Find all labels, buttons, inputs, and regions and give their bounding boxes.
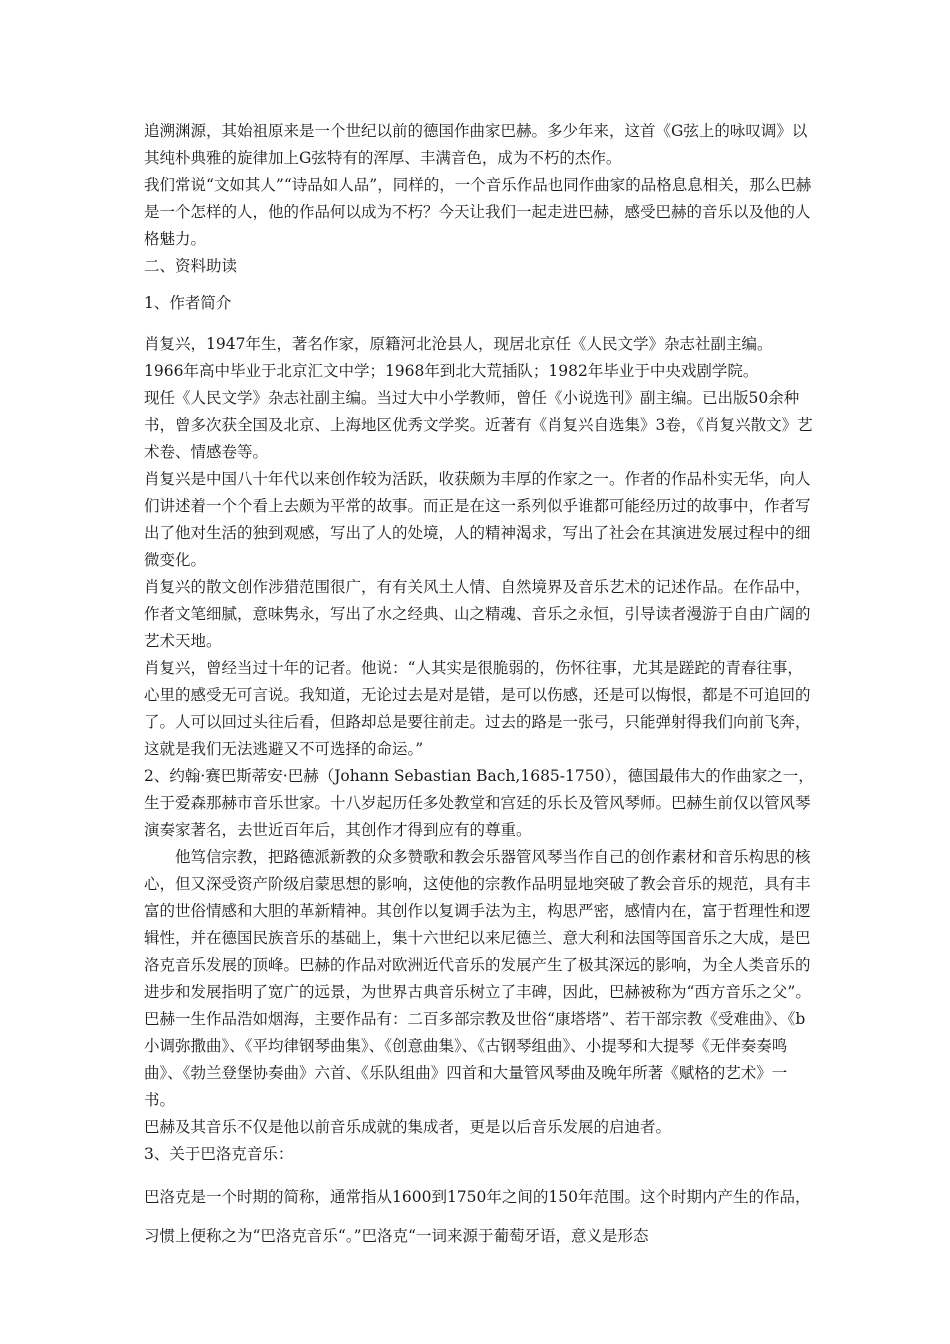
- section-heading-reading-materials: 二、资料助读: [144, 257, 238, 275]
- paragraph-author-birth: 肖复兴，1947年生，著名作家，原籍河北沧县人，现居北京任《人民文学》杂志社副主编。: [144, 335, 773, 353]
- subheading-baroque: 3、关于巴洛克音乐：: [144, 1145, 294, 1163]
- paragraph-intro: 我们常说“文如其人”“诗品如人品”，同样的，一个音乐作品也同作曲家的品格息息相关，那么巴赫是一个怎样的人，他的作品何以成为不朽？今天让我们一起走进巴赫，感受巴赫的音乐以及他的人格魅力。: [144, 176, 812, 248]
- paragraph-author-style: 肖复兴是中国八十年代以来创作较为活跃，收获颇为丰厚的作家之一。作者的作品朴实无华，向人们讲述着一个个看上去颇为平常的故事。而正是在这一系列似乎谁都可能经历过的故事中，作者写出了他对生活的独到观感，写出了人的处境，人的精神渴求，写出了社会在其演进发展过程中的细微变化。: [144, 470, 811, 569]
- paragraph-author-career: 现任《人民文学》杂志社副主编。当过大中小学教师，曾任《小说选刊》副主编。已出版50余种书，曾多次获全国及北京、上海地区优秀文学奖。近著有《肖复兴自选集》3卷，《肖复兴散文》艺术卷、情感卷等。: [144, 389, 813, 461]
- paragraph-bach-faith: 他笃信宗教，把路德派新教的众多赞歌和教会乐器管风琴当作自己的创作素材和音乐构思的核心，但又深受资产阶级启蒙思想的影响，这使他的宗教作品明显地突破了教会音乐的规范，具有丰富的世俗情感和大胆的革新精神。其创作以复调手法为主，构思严密，感情内在，富于哲理性和逻辑性，并在德国民族音乐的基础上，集十六世纪以来尼德兰、意大利和法国等国音乐之大成，是巴洛克音乐发展的顶峰。巴赫的作品对欧洲近代音乐的发展产生了极其深远的影响，为全人类音乐的进步和发展指明了宽广的远景，为世界古典音乐树立了丰碑，因此，巴赫被称为“西方音乐之父”。: [144, 848, 811, 1001]
- paragraph-origin: 追溯渊源，其始祖原来是一个世纪以前的德国作曲家巴赫。多少年来，这首《G弦上的咏叹调》以其纯朴典雅的旋律加上G弦特有的浑厚、丰满音色，成为不朽的杰作。: [144, 122, 808, 167]
- paragraph-baroque: 巴洛克是一个时期的简称，通常指从1600到1750年之间的150年范围。这个时期内产生的作品，习惯上便称之为“巴洛克音乐“。”巴洛克“一词来源于葡萄牙语，意义是形态: [144, 1188, 811, 1245]
- paragraph-author-education: 1966年高中毕业于北京汇文中学；1968年到北大荒插队；1982年毕业于中央戏剧学院。: [144, 362, 759, 380]
- paragraph-bach-legacy: 巴赫及其音乐不仅是他以前音乐成就的集成者，更是以后音乐发展的启迪者。: [144, 1118, 672, 1136]
- paragraph-bach-works: 巴赫一生作品浩如烟海，主要作品有：二百多部宗教及世俗“康塔塔”、若干部宗教《受难曲》、《b小调弥撒曲》、《平均律钢琴曲集》、《创意曲集》、《古钢琴组曲》、小提琴和大提琴《无伴奏奏鸣曲》、《勃兰登堡协奏曲》六首、《乐队组曲》四首和大量管风琴曲及晚年所著《赋格的艺术》一书。: [144, 1010, 806, 1109]
- paragraph-author-quote: 肖复兴，曾经当过十年的记者。他说：“人其实是很脆弱的，伤怀往事，尤其是蹉跎的青春往事，心里的感受无可言说。我知道，无论过去是对是错，是可以伤感，还是可以悔恨，都是不可追回的了。人可以回过头往后看，但路却总是要往前走。过去的路是一张弓，只能弹射得我们向前飞奔，这就是我们无法逃避又不可选择的命运。”: [144, 659, 811, 758]
- paragraph-author-prose: 肖复兴的散文创作涉猎范围很广，有有关风土人情、自然境界及音乐艺术的记述作品。在作品中，作者文笔细腻，意味隽永，写出了水之经典、山之精魂、音乐之永恒，引导读者漫游于自由广阔的艺术天地。: [144, 578, 811, 650]
- paragraph-bach-intro: 2、约翰·赛巴斯蒂安·巴赫（Johann Sebastian Bach,1685-1750），德国最伟大的作曲家之一，生于爱森那赫市音乐世家。十八岁起历任多处教堂和宫廷的乐长及管风琴师。巴赫生前仅以管风琴演奏家著名，去世近百年后，其创作才得到应有的尊重。: [144, 767, 814, 839]
- subheading-author-intro: 1、作者简介: [144, 294, 232, 312]
- document-body: [144, 118, 814, 1256]
